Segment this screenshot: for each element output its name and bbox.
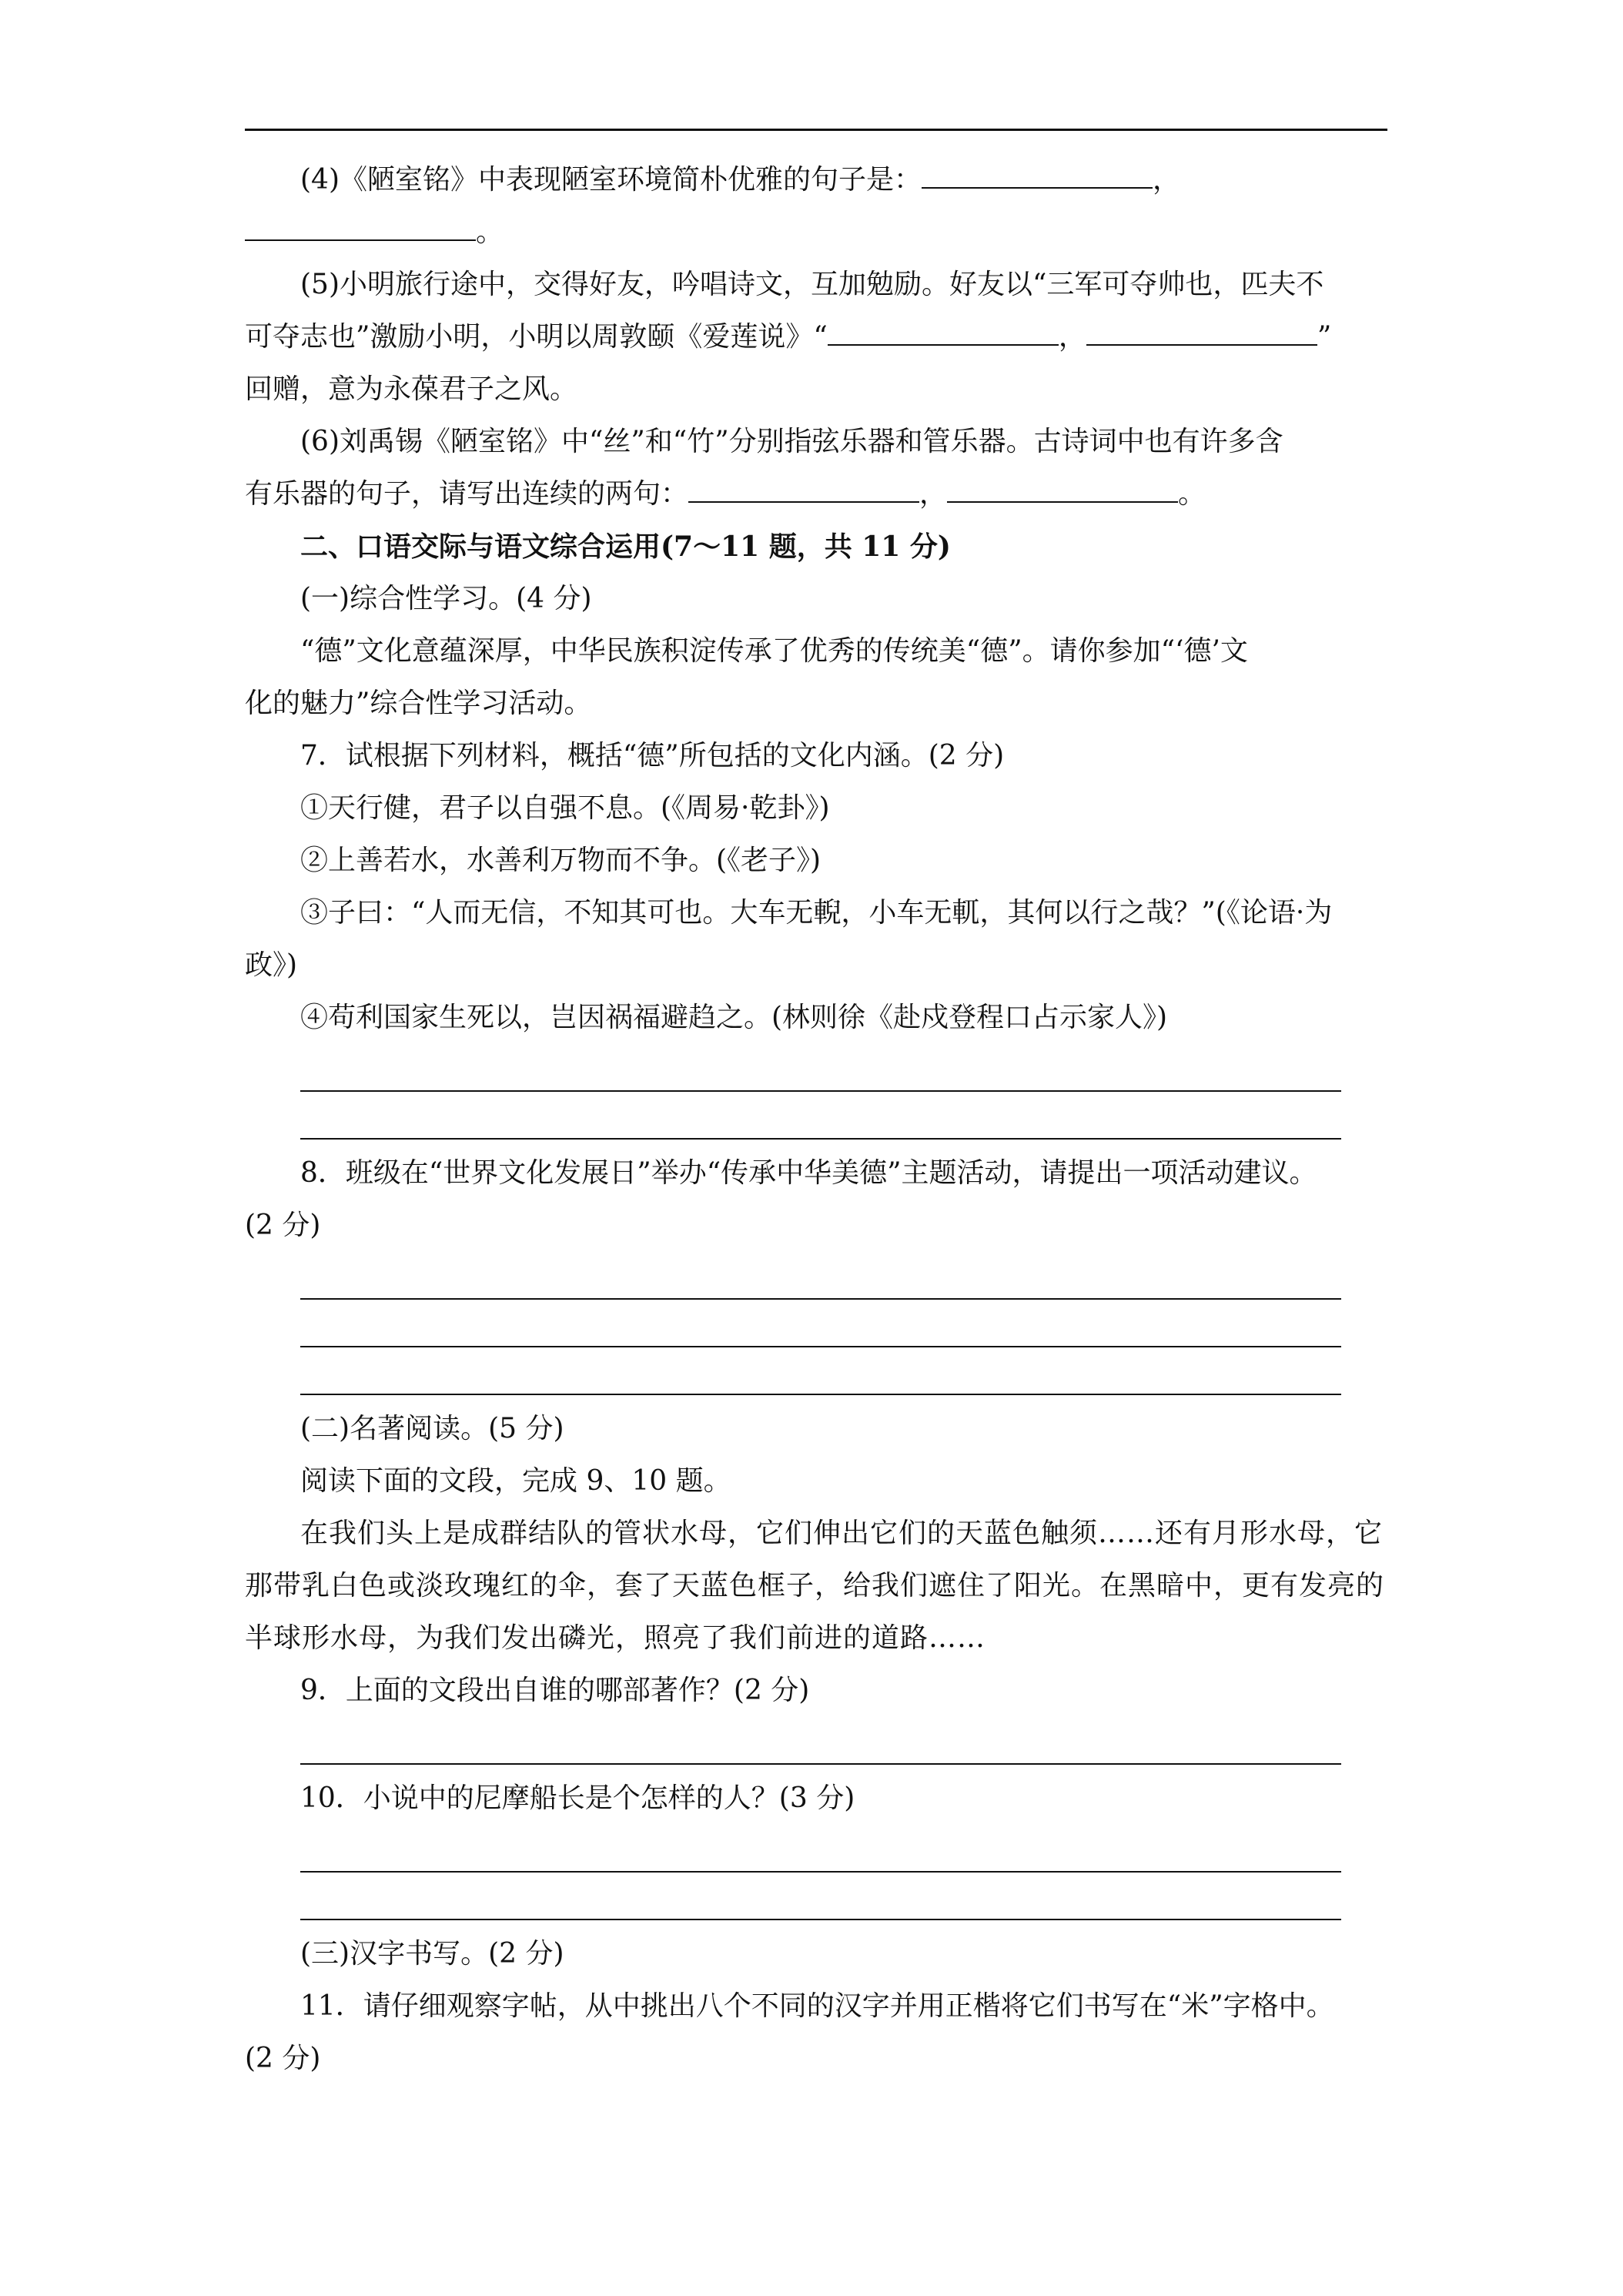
question-7-stem: 7．试根据下列材料，概括“德”所包括的文化内涵。(2 分): [300, 740, 1005, 771]
question-11-points: (2 分): [245, 2043, 321, 2074]
answer-line[interactable]: [300, 1717, 1341, 1765]
question-5-line2: 可夺志也”激励小明，小明以周敦颐《爱莲说》“ ， ”: [245, 321, 1332, 353]
part-1-title: (一)综合性学习。(4 分): [300, 583, 592, 614]
answer-blank[interactable]: [1086, 321, 1317, 346]
answer-line[interactable]: [300, 1873, 1341, 1920]
passage-line: 半球形水母，为我们发出磷光，照亮了我们前进的道路……: [245, 1622, 986, 1654]
document-body: [245, 154, 1387, 2085]
question-4-text: (4)《陋室铭》中表现陋室环境简朴优雅的句子是：: [300, 164, 922, 196]
answer-blank[interactable]: [922, 164, 1153, 189]
question-8-points: (2 分): [245, 1210, 321, 1241]
answer-blank[interactable]: [688, 478, 919, 503]
question-6-line2: 有乐器的句子，请写出连续的两句： ， 。: [245, 478, 1206, 510]
question-9-stem: 9．上面的文段出自谁的哪部著作？(2 分): [300, 1675, 810, 1706]
part-1-intro-cont: 化的魅力”综合性学习活动。: [245, 688, 592, 719]
header-rule: [245, 129, 1387, 131]
question-4-cont: 。: [245, 206, 1387, 259]
answer-line[interactable]: [300, 1300, 1341, 1347]
question-5-line3: 回赠，意为永葆君子之风。: [245, 373, 578, 405]
question-8-stem: 8．班级在“世界文化发展日”举办“传承中华美德”主题活动，请提出一项活动建议。: [300, 1157, 1317, 1189]
answer-line[interactable]: [300, 1347, 1341, 1395]
material-1: ①天行健，君子以自强不息。(《周易·乾卦》): [300, 792, 830, 824]
question-10-stem: 10．小说中的尼摩船长是个怎样的人？(3 分): [300, 1782, 855, 1814]
part-2-intro: 阅读下面的文段，完成 9、10 题。: [300, 1465, 731, 1497]
material-3: ③子曰：“人而无信，不知其可也。大车无輗，小车无軏，其何以行之哉？”(《论语·为: [300, 897, 1333, 929]
answer-line[interactable]: [300, 1825, 1341, 1873]
part-1-intro: “德”文化意蕴深厚，中华民族积淀传承了优秀的传统美“德”。请你参加“‘德’文: [300, 635, 1248, 667]
part-2-title: (二)名著阅读。(5 分): [300, 1413, 564, 1444]
answer-line[interactable]: [300, 1252, 1341, 1300]
material-4: ④苟利国家生死以，岂因祸福避趋之。(林则徐《赴戍登程口占示家人》): [300, 1002, 1168, 1033]
passage-line: 那带乳白色或淡玫瑰红的伞，套了天蓝色框子，给我们遮住了阳光。在黑暗中，更有发亮的: [245, 1570, 1385, 1602]
question-5-line1: (5)小明旅行途中，交得好友，吟唱诗文，互加勉励。好友以“三军可夺帅也，匹夫不: [300, 269, 1324, 300]
answer-line[interactable]: [300, 1044, 1341, 1092]
answer-line[interactable]: [300, 1092, 1341, 1140]
section-heading: 二、口语交际与语文综合运用(7～11 题，共 11 分): [300, 530, 951, 563]
question-4: (4)《陋室铭》中表现陋室环境简朴优雅的句子是： ，: [300, 164, 1181, 196]
part-3-title: (三)汉字书写。(2 分): [300, 1938, 564, 1970]
question-6-line1: (6)刘禹锡《陋室铭》中“丝”和“竹”分别指弦乐器和管乐器。古诗词中也有许多含: [300, 426, 1283, 457]
material-3-cont: 政》): [245, 949, 298, 981]
answer-blank[interactable]: [245, 216, 476, 241]
question-11-stem: 11．请仔细观察字帖，从中挑出八个不同的汉字并用正楷将它们书写在“米”字格中。: [300, 1990, 1334, 2022]
material-2: ②上善若水，水善利万物而不争。(《老子》): [300, 845, 822, 876]
answer-blank[interactable]: [947, 478, 1178, 503]
passage-line: 在我们头上是成群结队的管状水母，它们伸出它们的天蓝色触须……还有月形水母，它: [300, 1518, 1384, 1549]
answer-blank[interactable]: [828, 321, 1059, 346]
